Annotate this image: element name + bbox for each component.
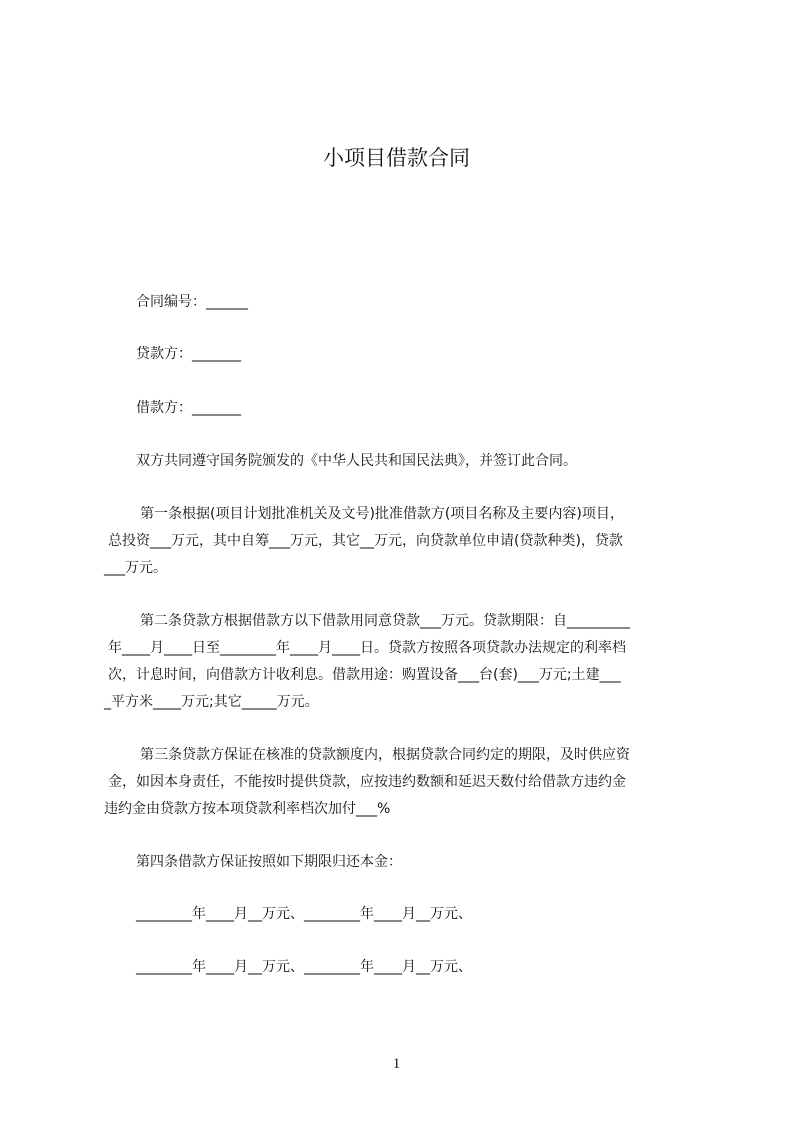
document-title: 小项目借款合同 <box>323 146 470 170</box>
article-1-line-1: 第一条根据(项目计划批准机关及文号)批准借款方(项目名称及主要内容)项目， <box>140 506 624 522</box>
article-1-line-2: 总投资___万元，其中自筹___万元，其它__万元，向贷款单位申请(贷款种类)，贷款 <box>108 533 623 549</box>
article-4-line-1: 第四条借款方保证按照如下期限归还本金： <box>136 854 402 870</box>
lender-line: 贷款方：_______ <box>136 346 241 362</box>
preamble-line: 双方共同遵守国务院颁发的《中华人民共和国民法典》，并签订此合同。 <box>136 453 577 469</box>
article-3-line-2: 金，如因本身责任，不能按时提供贷款，应按违约数额和延迟天数付给借款方违约金 <box>108 774 626 790</box>
article-3-line-3: 违约金由贷款方按本项贷款利率档次加付___% <box>104 801 391 817</box>
article-2-line-4: _平方米____万元;其它_____万元。 <box>104 694 319 710</box>
article-2-line-1: 第二条贷款方根据借款方以下借款用同意贷款___万元。贷款期限：自_________ <box>140 613 630 629</box>
repayment-schedule-line-1: ________年____月__万元、________年____月__万元、 <box>136 906 472 922</box>
article-3-line-1: 第三条贷款方保证在核准的贷款额度内，根据贷款合同约定的期限，及时供应资 <box>140 747 630 763</box>
contract-number-line: 合同编号：______ <box>136 294 248 310</box>
borrower-line: 借款方：_______ <box>136 400 241 416</box>
article-2-line-3: 次，计息时间，向借款方计收利息。借款用途：购置设备___台(套)___万元;土建___ <box>108 667 621 683</box>
article-2-line-2: 年____月____日至________年____月____日。贷款方按照各项贷款办法规定的利率档 <box>108 640 626 656</box>
page-number: 1 <box>392 1056 401 1072</box>
article-1-line-3: ___万元。 <box>104 560 167 576</box>
repayment-schedule-line-2: ________年____月__万元、________年____月__万元、 <box>136 959 472 975</box>
